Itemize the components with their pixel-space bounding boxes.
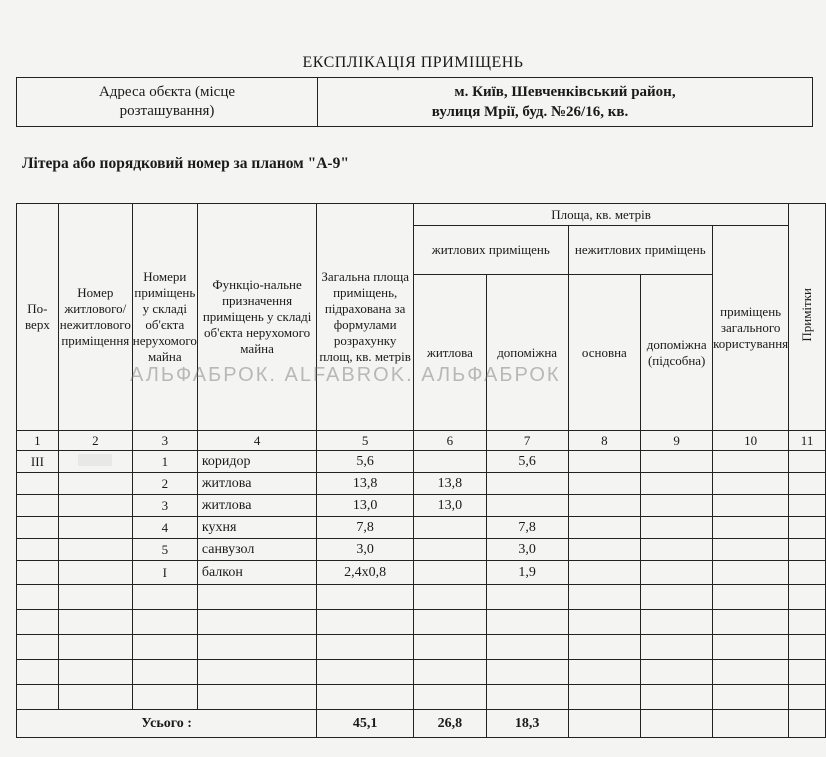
col-num: 1 [17, 431, 59, 451]
hdr-common: приміщень загального користування [713, 226, 789, 431]
cell-func: коридор [197, 451, 316, 473]
cell-total: 13,8 [317, 473, 414, 495]
col-num: 7 [486, 431, 568, 451]
col-num: 5 [317, 431, 414, 451]
address-value: м. Київ, Шевченківський район, вулиця Мрії, буд. №26/16, кв. [318, 78, 812, 126]
cell-func: житлова [197, 495, 316, 517]
empty-row [17, 585, 826, 610]
cell-living [414, 517, 487, 539]
table-row [17, 495, 826, 517]
hdr-apt-number: Номер житлового/ нежитлового приміщення [58, 204, 132, 431]
col-num: 4 [197, 431, 316, 451]
cell-no: 2 [132, 473, 197, 495]
cell-no: I [132, 561, 197, 585]
rooms-table [16, 203, 826, 738]
watermark: АЛЬФАБРОК. ALFABROK. АЛЬФАБРОК [130, 364, 561, 386]
col-num: 3 [132, 431, 197, 451]
cell-aux: 7,8 [486, 517, 568, 539]
totals-label: Усього : [17, 710, 317, 738]
hdr-main: основна [568, 275, 641, 431]
cell-no: 4 [132, 517, 197, 539]
hdr-residential-group: житлових приміщень [414, 226, 569, 275]
cell-total: 13,0 [317, 495, 414, 517]
table-row [17, 473, 826, 495]
cell-no: 1 [132, 451, 197, 473]
totals-total: 45,1 [317, 710, 414, 738]
hdr-room-numbers: Номери приміщень у складі об'єкта нерухомого майна [132, 204, 197, 431]
totals-living: 26,8 [414, 710, 487, 738]
cell-aux: 3,0 [486, 539, 568, 561]
table-row [17, 517, 826, 539]
hdr-living: житлова [414, 275, 487, 431]
cell-living [414, 561, 487, 585]
hdr-total-area: Загальна площа приміщень, підрахована за формулами розрахунку площ, кв. метрів [317, 204, 414, 431]
cell-aux: 5,6 [486, 451, 568, 473]
cell-aux [486, 495, 568, 517]
cell-floor: III [17, 451, 59, 473]
cell-func: житлова [197, 473, 316, 495]
cell-total: 3,0 [317, 539, 414, 561]
cell-living: 13,0 [414, 495, 487, 517]
litera-line: Літера або порядковий номер за планом "А-9" [22, 155, 349, 172]
cell-apt [58, 451, 132, 473]
col-num: 2 [58, 431, 132, 451]
hdr-notes: Примітки [789, 204, 826, 431]
cell-total: 7,8 [317, 517, 414, 539]
table-row [17, 561, 826, 585]
cell-living [414, 451, 487, 473]
table-row [17, 451, 826, 473]
cell-func: санвузол [197, 539, 316, 561]
empty-row [17, 660, 826, 685]
cell-aux [486, 473, 568, 495]
cell-living [414, 539, 487, 561]
hdr-floor: По-верх [17, 204, 59, 431]
address-block [16, 77, 813, 127]
totals-aux: 18,3 [486, 710, 568, 738]
cell-no: 5 [132, 539, 197, 561]
cell-total: 5,6 [317, 451, 414, 473]
redacted-apartment [628, 108, 698, 118]
hdr-area-group: Площа, кв. метрів [414, 204, 789, 226]
hdr-auxiliary: допоміжна [486, 275, 568, 431]
totals-row [17, 710, 826, 738]
document-title: ЕКСПЛІКАЦІЯ ПРИМІЩЕНЬ [302, 54, 524, 71]
hdr-aux-utility: допоміжна (підсобна) [641, 275, 713, 431]
address-label: Адреса обєкта (місце розташування) [17, 78, 318, 126]
col-num: 6 [414, 431, 487, 451]
col-num: 9 [641, 431, 713, 451]
empty-row [17, 635, 826, 660]
cell-living: 13,8 [414, 473, 487, 495]
cell-func: балкон [197, 561, 316, 585]
hdr-function: Функціо-нальне призначення приміщень у складі об'єкта нерухомого майна [197, 204, 316, 431]
redacted-apt-number [78, 454, 112, 466]
cell-total: 2,4х0,8 [317, 561, 414, 585]
hdr-nonresidential-group: нежитлових приміщень [568, 226, 713, 275]
col-num: 11 [789, 431, 826, 451]
cell-no: 3 [132, 495, 197, 517]
cell-func: кухня [197, 517, 316, 539]
table-row [17, 539, 826, 561]
cell-aux: 1,9 [486, 561, 568, 585]
empty-row [17, 685, 826, 710]
empty-row [17, 610, 826, 635]
col-num: 10 [713, 431, 789, 451]
col-num: 8 [568, 431, 641, 451]
